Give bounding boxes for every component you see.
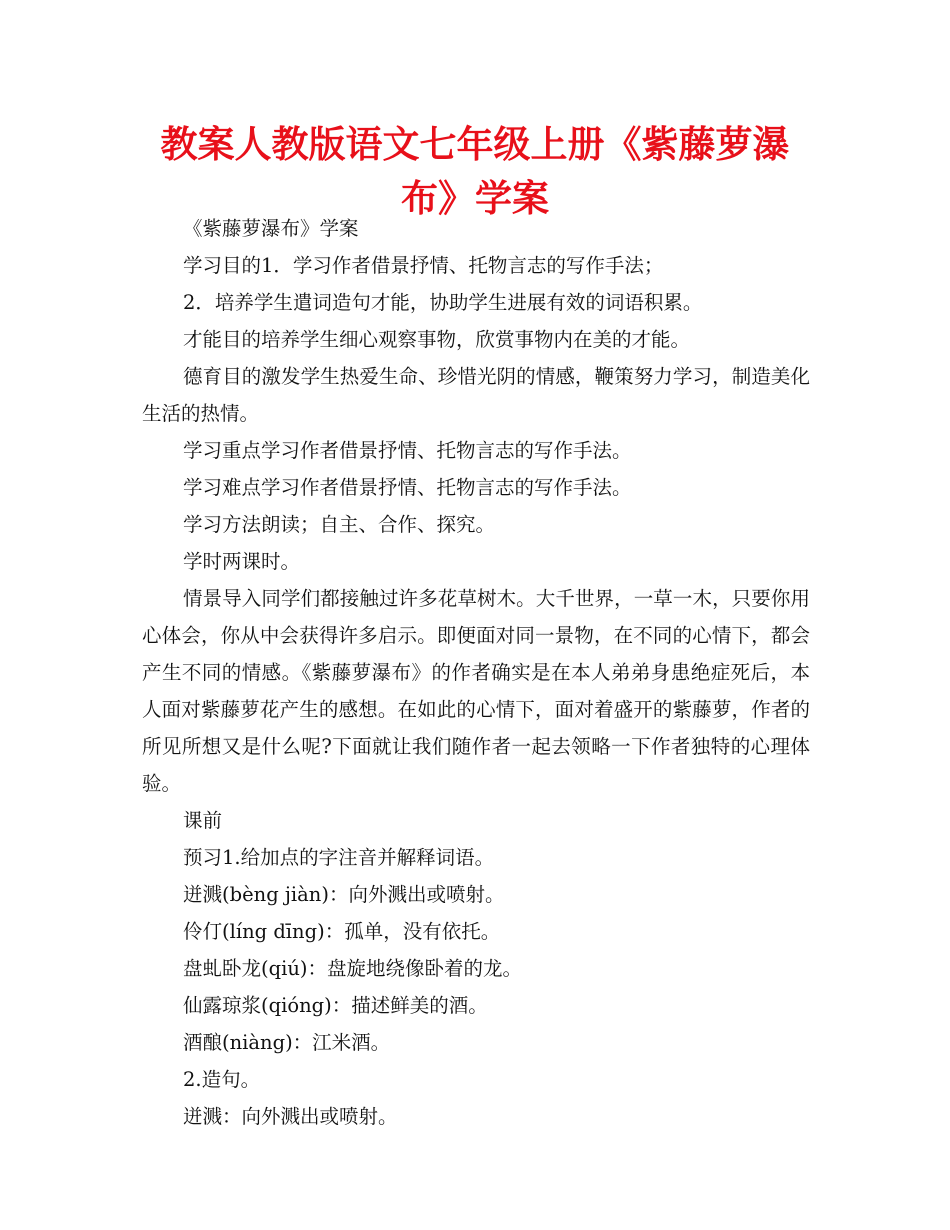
- paragraph-learning-goal-1: 学习目的1．学习作者借景抒情、托物言志的写作手法；: [183, 254, 664, 277]
- paragraph-key-point: 学习重点学习作者借景抒情、托物言志的写作手法。: [183, 439, 632, 462]
- paragraph-heading: 《紫藤萝瀑布》学案: [183, 217, 359, 240]
- vocab-item: 迸溅：向外溅出或喷射。: [183, 1105, 398, 1128]
- paragraph-introduction: 情景导入同学们都接触过许多花草树木。大千世界，一草一木，只要你用心体会，你从中会获得许多启示。即便面对同一景物，在不同的心情下，都会产生不同的情感。《紫藤萝瀑布》的作者确实是在本人弟弟身患绝症死后，本人面对紫藤萝花产生的感想。在如此的心情下，面对着盛开的紫藤萝，作者的所见所想又是什么呢?下面就让我们随作者一起去领略一下作者独特的心理体验。: [142, 587, 810, 795]
- paragraph-pre-class: 课前: [183, 809, 223, 832]
- paragraph-moral-goal: 德育目的激发学生热爱生命、珍惜光阴的情感，鞭策努力学习，制造美化生活的热情。: [142, 365, 810, 425]
- paragraph-hours: 学时两课时。: [183, 550, 301, 573]
- paragraph-preview: 预习1.给加点的字注音并解释词语。: [183, 846, 495, 869]
- paragraph-method: 学习方法朗读；自主、合作、探究。: [183, 513, 496, 536]
- vocab-item: 伶仃(líng dīng)：孤单，没有依托。: [183, 920, 501, 943]
- vocab-item: 盘虬卧龙(qiú)：盘旋地绕像卧着的龙。: [183, 957, 522, 980]
- vocab-item: 仙露琼浆(qióng)：描述鲜美的酒。: [183, 994, 488, 1017]
- vocab-item: 迸溅(bèng jiàn)：向外溅出或喷射。: [183, 883, 505, 906]
- paragraph-difficult-point: 学习难点学习作者借景抒情、托物言志的写作手法。: [183, 476, 632, 499]
- vocab-item: 酒酿(niàng)：江米酒。: [183, 1031, 391, 1054]
- document-body: [142, 210, 810, 1135]
- paragraph-ability-goal: 才能目的培养学生细心观察事物，欣赏事物内在美的才能。: [183, 328, 691, 351]
- document-title: 教案人教版语文七年级上册《紫藤萝瀑布》学案: [160, 123, 790, 220]
- paragraph-sentence-making: 2.造句。: [183, 1068, 261, 1091]
- paragraph-learning-goal-2: 2．培养学生遣词造句才能，协助学生进展有效的词语积累。: [183, 291, 703, 314]
